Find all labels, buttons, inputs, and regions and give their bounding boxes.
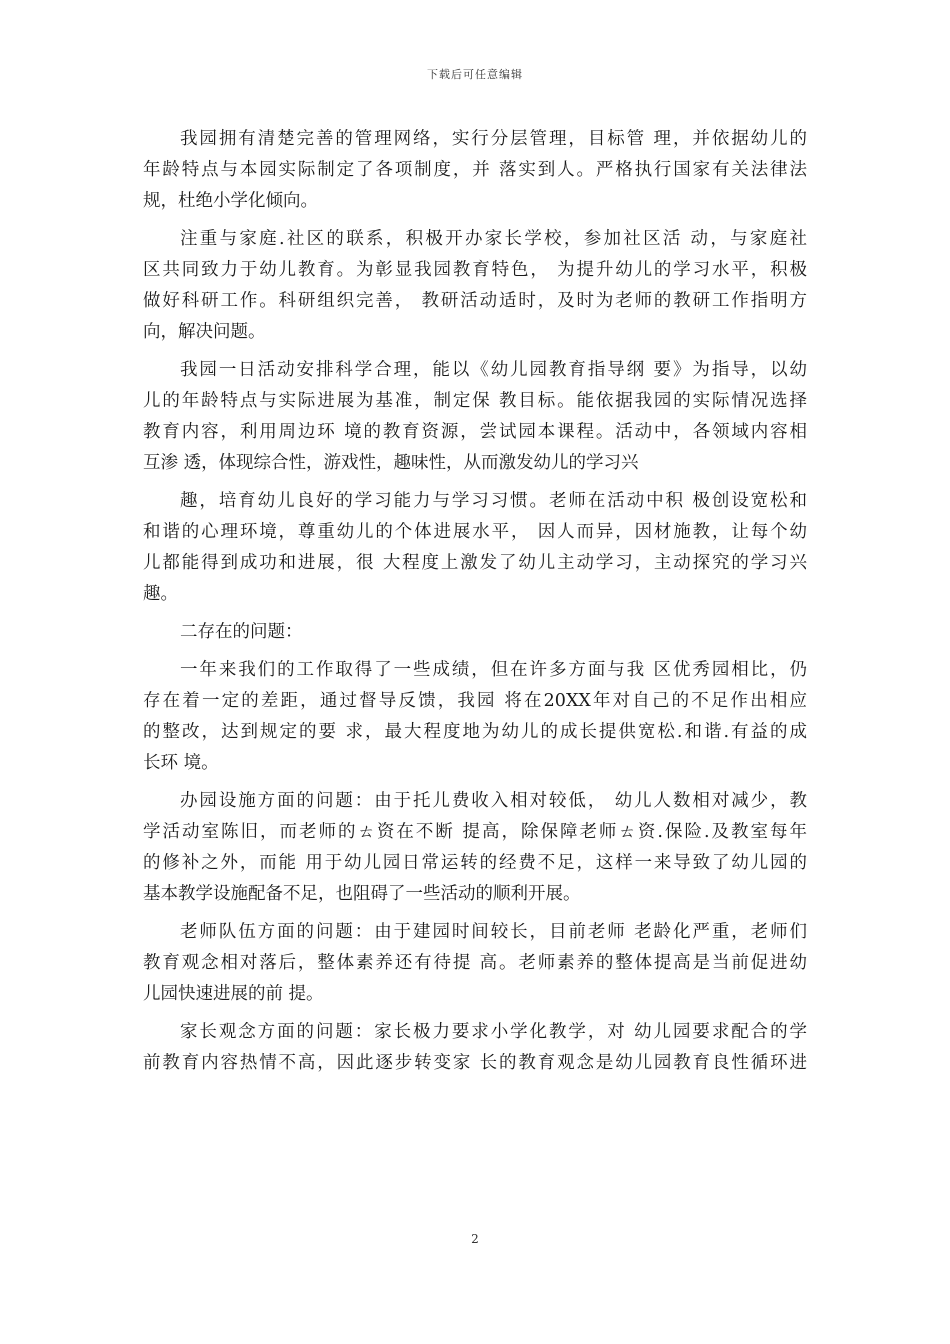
text-line: 办园设施方面的问题：由于托儿费收入相对较低， 幼儿人数相对减少，教 — [180, 791, 807, 811]
paragraph — [143, 355, 807, 479]
text-line: 家长观念方面的问题：家长极力要求小学化教学，对 幼儿园要求配合的学 — [180, 1022, 807, 1042]
text-line: 二存在的问题： — [180, 622, 303, 642]
text-line: 规，杜绝小学化倾向。 — [143, 191, 318, 211]
paragraph — [143, 124, 807, 217]
text-line: 基本教学设施配备不足，也阻碍了一些活动的顺利开展。 — [143, 884, 581, 904]
document-body — [143, 124, 807, 1079]
text-line: 教育内容，利用周边环 境的教育资源，尝试园本课程。活动中，各领域内容相 — [143, 422, 807, 442]
text-line: 注重与家庭.社区的联系，积极开办家长学校，参加社区活 动，与家庭社 — [180, 229, 807, 249]
paragraph — [143, 786, 807, 910]
text-line: 年龄特点与本园实际制定了各项制度，并 落实到人。严格执行国家有关法律法 — [143, 160, 807, 180]
text-line: 儿的年龄特点与实际进展为基准，制定保 教目标。能依据我园的实际情况选择 — [143, 391, 807, 411]
paragraph — [143, 655, 807, 779]
text-line: 做好科研工作。科研组织完善， 教研活动适时，及时为老师的教研工作指明方 — [143, 291, 807, 311]
text-line: 的修补之外，而能 用于幼儿园日常运转的经费不足，这样一来导致了幼儿园的 — [143, 853, 807, 873]
text-line: 我园拥有清楚完善的管理网络，实行分层管理，目标管 理，并依据幼儿的 — [180, 129, 807, 149]
paragraph — [143, 917, 807, 1010]
text-line: 儿都能得到成功和进展，很 大程度上激发了幼儿主动学习，主动探究的学习兴 — [143, 553, 807, 573]
text-line: 和谐的心理环境，尊重幼儿的个体进展水平， 因人而异，因材施教，让每个幼 — [143, 522, 807, 542]
paragraph — [143, 224, 807, 348]
section-heading — [143, 617, 807, 648]
text-line: 互渗 透，体现综合性，游戏性，趣味性，从而激发幼儿的学习兴 — [143, 453, 639, 473]
paragraph — [143, 486, 807, 610]
text-line: 教育观念相对落后，整体素养还有待提 高。老师素养的整体提高是当前促进幼 — [143, 953, 807, 973]
text-line: 存在着一定的差距，通过督导反馈，我园 将在20XX年对自己的不足作出相应 — [143, 691, 807, 711]
text-line: 前教育内容热情不高，因此逐步转变家 长的教育观念是幼儿园教育良性循环进 — [143, 1053, 807, 1073]
text-line: 儿园快速进展的前 提。 — [143, 984, 324, 1004]
paragraph — [143, 1017, 807, 1079]
text-line: 老师队伍方面的问题：由于建园时间较长，目前老师 老龄化严重，老师们 — [180, 922, 807, 942]
text-line: 长环 境。 — [143, 753, 219, 773]
text-line: 向，解决问题。 — [143, 322, 266, 342]
text-line: 学活动室陈旧，而老师的ㄊ资在不断 提高，除保障老师ㄊ资.保险.及教室每年 — [143, 822, 807, 842]
text-line: 区共同致力于幼儿教育。为彰显我园教育特色， 为提升幼儿的学习水平，积极 — [143, 260, 807, 280]
text-line: 我园一日活动安排科学合理，能以《幼儿园教育指导纲 要》为指导，以幼 — [180, 360, 807, 380]
text-line: 一年来我们的工作取得了一些成绩，但在许多方面与我 区优秀园相比，仍 — [180, 660, 807, 680]
text-line: 的整改，达到规定的要 求，最大程度地为幼儿的成长提供宽松.和谐.有益的成 — [143, 722, 807, 742]
page-number: 2 — [471, 1232, 479, 1246]
page-header: 下载后可任意编辑 — [427, 68, 523, 81]
text-line: 趣。 — [143, 584, 178, 604]
text-line: 趣，培育幼儿良好的学习能力与学习习惯。老师在活动中积 极创设宽松和 — [180, 491, 807, 511]
